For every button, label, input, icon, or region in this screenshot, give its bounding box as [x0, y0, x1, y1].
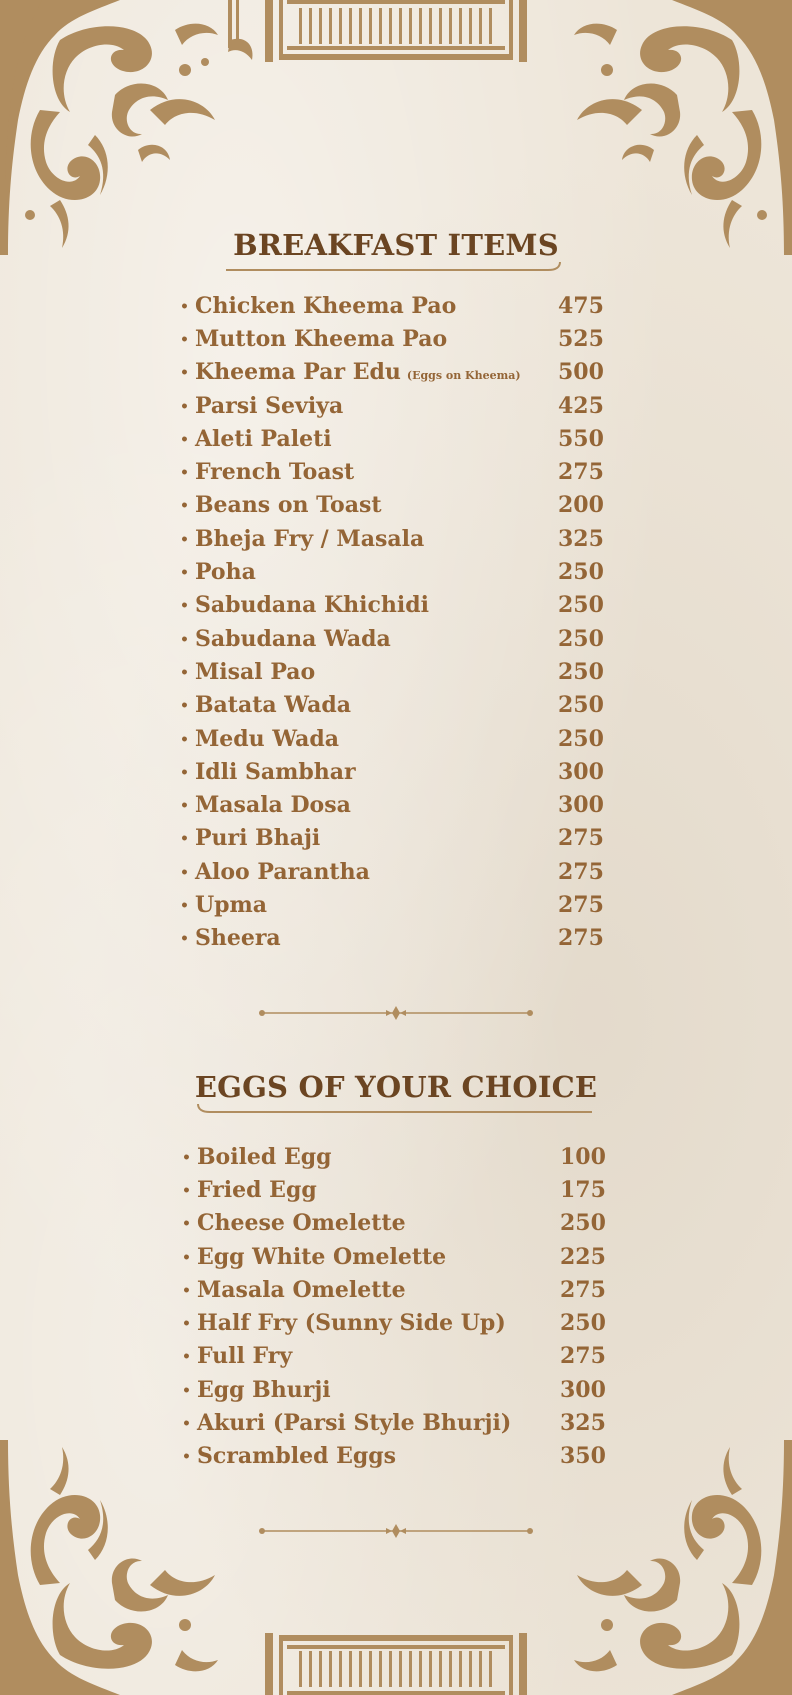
item-name: Mutton Kheema Pao	[194, 325, 448, 352]
item-price: 325	[560, 1410, 606, 1437]
item-price: 275	[558, 459, 604, 486]
item-name: Parsi Seviya	[194, 392, 344, 419]
heading-underline	[226, 258, 566, 272]
item-price: 250	[558, 658, 604, 685]
menu-item: • Parsi Seviya 425	[180, 392, 604, 419]
eggs-items-list	[182, 1140, 606, 1473]
item-price: 350	[560, 1443, 606, 1470]
menu-item: • Egg White Omelette 225	[182, 1243, 606, 1270]
menu-item: • Mutton Kheema Pao 525	[180, 325, 604, 352]
item-price: 250	[558, 725, 604, 752]
menu-item: • Aloo Parantha 275	[180, 858, 604, 885]
menu-item: • Poha 250	[180, 559, 604, 586]
item-name: Aleti Paleti	[194, 425, 332, 452]
item-name: Sabudana Khichidi	[194, 592, 429, 619]
section-title-breakfast: BREAKFAST ITEMS	[233, 228, 559, 262]
item-price: 300	[558, 758, 604, 785]
item-price: 525	[558, 325, 604, 352]
item-price: 325	[558, 525, 604, 552]
floral-corner-ornament-top-right	[532, 0, 792, 260]
item-name: Batata Wada	[194, 692, 351, 719]
item-name: Egg White Omelette	[196, 1243, 447, 1270]
item-price: 275	[560, 1343, 606, 1370]
item-price: 275	[560, 1276, 606, 1303]
menu-item: • Scrambled Eggs 350	[182, 1443, 606, 1470]
menu-item: • Fried Egg 175	[182, 1176, 606, 1203]
gate-ornament-bottom	[265, 1633, 527, 1695]
item-name: Scrambled Eggs	[196, 1443, 397, 1470]
item-price: 175	[560, 1176, 606, 1203]
item-price: 550	[558, 425, 604, 452]
item-name: Beans on Toast	[194, 492, 382, 519]
item-name: Misal Pao	[194, 658, 316, 685]
item-name: Idli Sambhar	[194, 758, 356, 785]
menu-item: • Sabudana Wada 250	[180, 625, 604, 652]
item-price: 225	[560, 1243, 606, 1270]
menu-item: • Idli Sambhar 300	[180, 758, 604, 785]
item-name: Masala Dosa	[194, 792, 351, 819]
breakfast-items-list	[180, 289, 604, 955]
menu-item: • Masala Dosa 300	[180, 792, 604, 819]
item-name: Medu Wada	[194, 725, 340, 752]
item-name: Sheera	[194, 925, 281, 952]
menu-item: • Kheema Par Edu (Eggs on Kheema) 500	[180, 359, 604, 386]
item-price: 300	[558, 792, 604, 819]
gate-ornament-top	[265, 0, 527, 62]
menu-item: • Medu Wada 250	[180, 725, 604, 752]
floral-corner-ornament-top-left	[0, 0, 260, 260]
item-price: 275	[558, 858, 604, 885]
menu-item: • Upma 275	[180, 891, 604, 918]
item-name: Bheja Fry / Masala	[194, 525, 425, 552]
item-name: Puri Bhaji	[194, 825, 321, 852]
menu-item: • French Toast 275	[180, 459, 604, 486]
item-name: Akuri (Parsi Style Bhurji)	[196, 1410, 512, 1437]
item-price: 250	[558, 625, 604, 652]
item-name: Boiled Egg	[196, 1143, 332, 1170]
item-name: Aloo Parantha	[194, 858, 370, 885]
item-name: Masala Omelette	[196, 1276, 406, 1303]
item-note: (Eggs on Kheema)	[406, 369, 521, 383]
menu-item: • Egg Bhurji 300	[182, 1376, 606, 1403]
menu-item: • Misal Pao 250	[180, 658, 604, 685]
item-price: 500	[558, 359, 604, 386]
menu-item: • Cheese Omelette 250	[182, 1210, 606, 1237]
menu-item: • Beans on Toast 200	[180, 492, 604, 519]
menu-item: • Full Fry 275	[182, 1343, 606, 1370]
item-name: Cheese Omelette	[196, 1210, 406, 1237]
menu-item: • Half Fry (Sunny Side Up) 250	[182, 1310, 606, 1337]
item-price: 250	[560, 1310, 606, 1337]
item-price: 250	[558, 559, 604, 586]
item-price: 250	[558, 592, 604, 619]
menu-item: • Masala Omelette 275	[182, 1276, 606, 1303]
menu-item: • Batata Wada 250	[180, 692, 604, 719]
floral-corner-ornament-bottom-left	[0, 1435, 260, 1695]
item-name: Upma	[194, 891, 268, 918]
item-price: 250	[560, 1210, 606, 1237]
item-price: 300	[560, 1376, 606, 1403]
item-name: Fried Egg	[196, 1176, 317, 1203]
item-price: 275	[558, 925, 604, 952]
menu-item: • Puri Bhaji 275	[180, 825, 604, 852]
item-price: 100	[560, 1143, 606, 1170]
item-name: Chicken Kheema Pao	[194, 292, 457, 319]
item-name: Half Fry (Sunny Side Up)	[196, 1310, 506, 1337]
menu-item: • Sabudana Khichidi 250	[180, 592, 604, 619]
item-price: 475	[558, 292, 604, 319]
item-name: Sabudana Wada	[194, 625, 391, 652]
item-name: Poha	[194, 559, 256, 586]
floral-corner-ornament-bottom-right	[532, 1435, 792, 1695]
item-name: Full Fry	[196, 1343, 293, 1370]
menu-item: • Sheera 275	[180, 925, 604, 952]
item-price: 425	[558, 392, 604, 419]
item-name: French Toast	[194, 459, 355, 486]
menu-item: • Akuri (Parsi Style Bhurji) 325	[182, 1410, 606, 1437]
menu-item: • Aleti Paleti 550	[180, 425, 604, 452]
menu-item: • Chicken Kheema Pao 475	[180, 292, 604, 319]
item-price: 250	[558, 692, 604, 719]
item-name: Egg Bhurji	[196, 1376, 331, 1403]
heading-underline	[192, 1100, 600, 1114]
item-price: 200	[558, 492, 604, 519]
ornamental-divider	[258, 1523, 534, 1539]
menu-item: • Boiled Egg 100	[182, 1143, 606, 1170]
menu-item: • Bheja Fry / Masala 325	[180, 525, 604, 552]
item-price: 275	[558, 825, 604, 852]
section-title-eggs: EGGS OF YOUR CHOICE	[194, 1070, 598, 1104]
item-name: Kheema Par Edu	[194, 359, 401, 386]
ornamental-divider	[258, 1005, 534, 1021]
item-price: 275	[558, 891, 604, 918]
